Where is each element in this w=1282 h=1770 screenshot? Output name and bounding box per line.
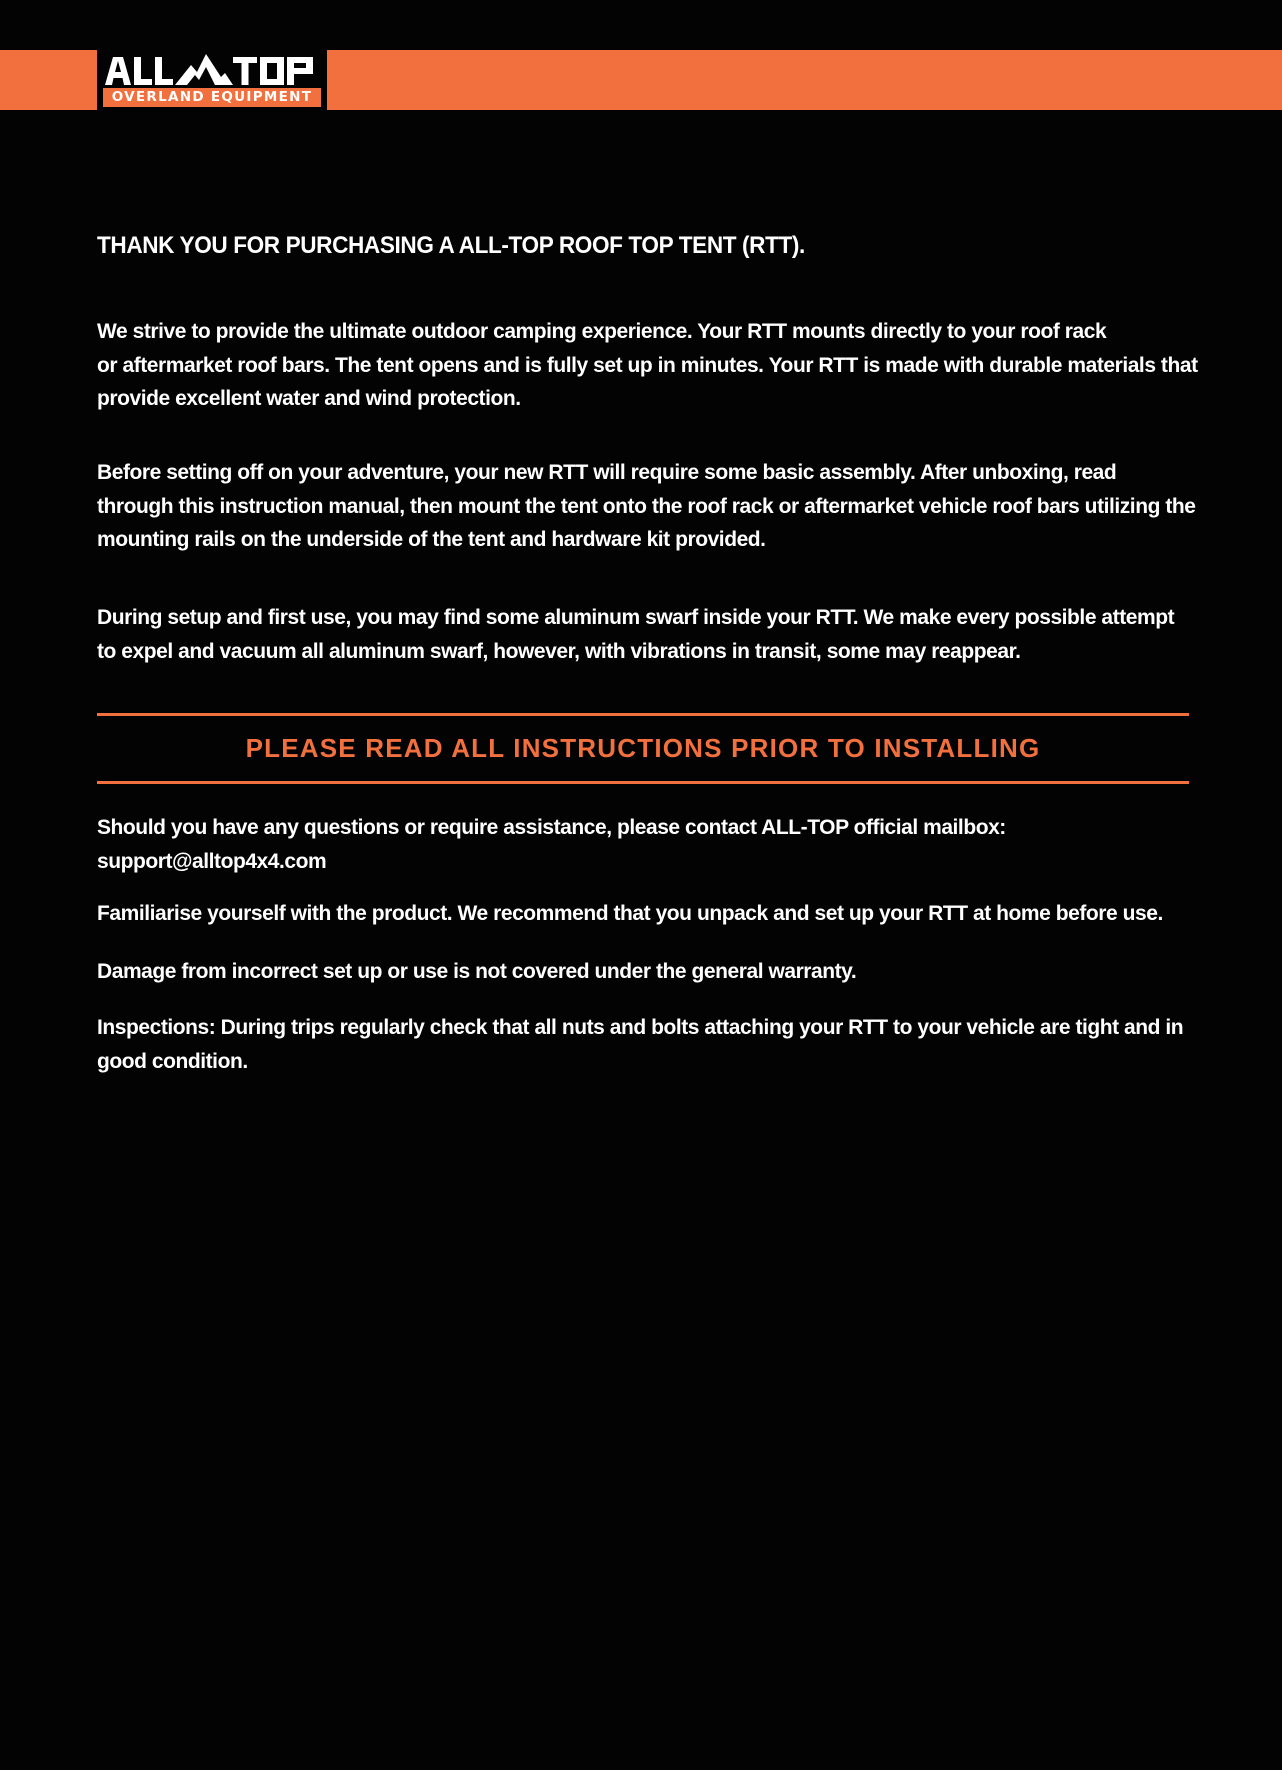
inspections-paragraph — [97, 1011, 1189, 1078]
logo-text: ALL-TOP — [103, 53, 108, 54]
familiarise-paragraph: Familiarise yourself with the product. We recommend that you unpack and set up your RTT at home before use. — [97, 902, 1163, 925]
inspections-line-1: Inspections: During trips regularly check that all nuts and bolts attaching your RTT to your vehicle are tight and in — [97, 1016, 1184, 1039]
page-title: THANK YOU FOR PURCHASING A ALL-TOP ROOF TOP TENT (RTT). — [97, 232, 805, 259]
warranty-paragraph: Damage from incorrect set up or use is not covered under the general warranty. — [97, 960, 857, 983]
intro-paragraph-1-line-1: We strive to provide the ultimate outdoor camping experience. Your RTT mounts directly to your roof rack — [97, 320, 1107, 343]
intro-paragraph-3 — [97, 601, 1189, 668]
logo-tagline: OVERLAND EQUIPMENT — [103, 88, 321, 107]
inspections-line-2: good condition. — [97, 1049, 248, 1073]
intro-paragraph-3-line-1: During setup and first use, you may find some aluminum swarf inside your RTT. We make every possible attempt — [97, 606, 1175, 629]
contact-line: Should you have any questions or require assistance, please contact ALL-TOP official mailbox: — [97, 816, 1006, 839]
intro-paragraph-1-line-2: or aftermarket roof bars. The tent opens and is fully set up in minutes. Your RTT is made with durable materials that — [97, 353, 1198, 377]
intro-paragraph-3-line-2: to expel and vacuum all aluminum swarf, however, with vibrations in transit, some may reappear. — [97, 639, 1021, 663]
intro-paragraph-1 — [97, 315, 1198, 416]
intro-paragraph-2-line-3: mounting rails on the underside of the tent and hardware kit provided. — [97, 528, 766, 551]
intro-paragraph-1-line-3: provide excellent water and wind protection. — [97, 387, 521, 410]
warning-rule-top — [97, 713, 1189, 716]
warning-rule-bottom — [97, 781, 1189, 784]
intro-paragraph-2-line-1: Before setting off on your adventure, your new RTT will require some basic assembly. After unboxing, read — [97, 461, 1117, 484]
contact-paragraph — [97, 811, 1189, 878]
brand-logo — [97, 50, 327, 110]
intro-paragraph-2-line-2: through this instruction manual, then mount the tent onto the roof rack or aftermarket vehicle roof bars utilizing the — [97, 494, 1196, 518]
intro-paragraph-2 — [97, 456, 1196, 557]
warning-banner: PLEASE READ ALL INSTRUCTIONS PRIOR TO INSTALLING — [245, 733, 1041, 763]
logo-wordmark — [103, 53, 321, 87]
support-email: support@alltop4x4.com — [97, 849, 327, 873]
header-band — [0, 50, 1282, 110]
